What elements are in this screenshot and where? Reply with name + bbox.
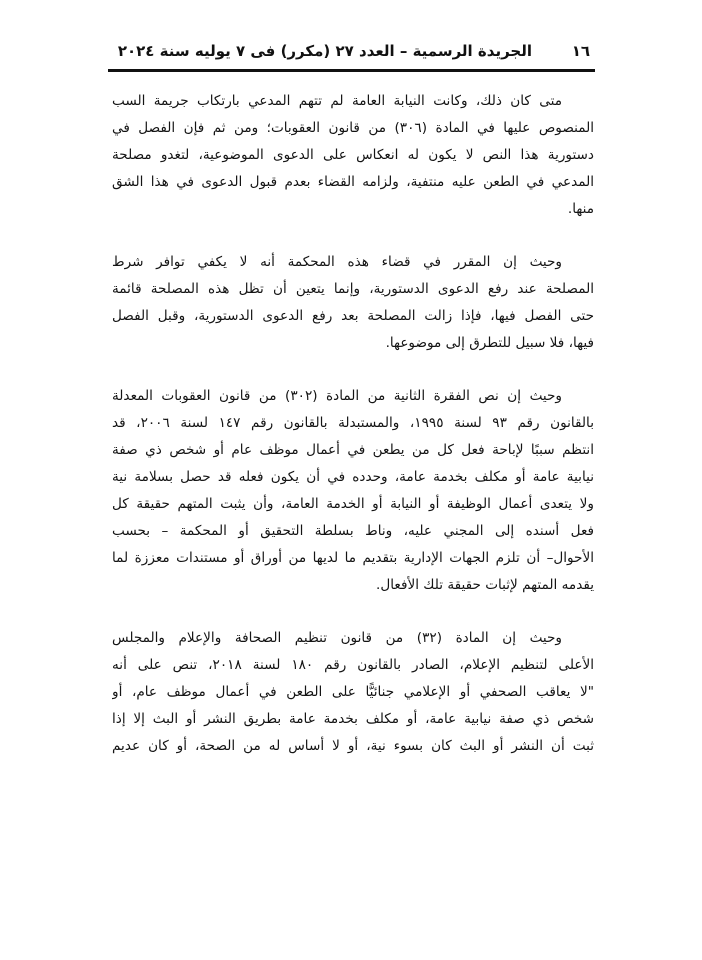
text-line: المصلحة عند رفع الدعوى الدستورية، وإنما يتعين أن تظل هذه المصلحة قائمة <box>112 281 594 297</box>
page-header <box>108 34 594 70</box>
paragraph <box>112 383 594 599</box>
text-line: حتى الفصل فيها، فإذا زالت المصلحة بعد رفع الدعوى الدستورية، وقبل الفصل <box>112 308 594 324</box>
text-line: نيابية عامة أو مكلف بخدمة عامة، وحدده في أن يكون فعله قد حصل بسلامة نية <box>112 469 594 485</box>
paragraph <box>112 88 594 223</box>
text-line: المدعي في الطعن عليه منتفية، ولزامه القضاء بعدم قبول الدعوى في هذا الشق <box>112 174 594 190</box>
paragraph <box>112 625 594 760</box>
text-line: يقدمه المتهم لإثبات حقيقة تلك الأفعال. <box>376 577 594 593</box>
text-line: شخص ذي صفة نيابية عامة، أو مكلف بخدمة عامة بطريق النشر أو البث إلا إذا <box>112 711 594 727</box>
page-number: ١٦ <box>571 42 590 60</box>
text-line: منها. <box>567 201 594 217</box>
text-line: دستورية هذا النص لا يكون له انعكاس على الدعوى الموضوعية، لتغدو مصلحة <box>112 147 594 163</box>
text-line: ولا يتعدى أعمال الوظيفة أو النيابة أو الخدمة العامة، وأن يثبت المتهم حقيقة كل <box>112 496 594 512</box>
text-line: الأعلى لتنظيم الإعلام، الصادر بالقانون رقم ١٨٠ لسنة ٢٠١٨، تنص على أنه <box>112 657 594 673</box>
paragraph <box>112 249 594 357</box>
text-line: بالقانون رقم ٩٣ لسنة ١٩٩٥، والمستبدلة بالقانون رقم ١٤٧ لسنة ٢٠٠٦، قد <box>112 415 594 431</box>
document-body <box>112 88 594 786</box>
text-line: وحيث إن المادة (٣٢) من قانون تنظيم الصحافة والإعلام والمجلس <box>112 630 562 646</box>
text-line: المنصوص عليها في المادة (٣٠٦) من قانون العقوبات؛ ومن ثم فإن الفصل في <box>112 120 594 136</box>
text-line: متى كان ذلك، وكانت النيابة العامة لم تتهم المدعي بارتكاب جريمة السب <box>112 93 562 109</box>
text-line: فيها، فلا سبيل للتطرق إلى موضوعها. <box>385 335 594 351</box>
text-line: الأحوال– أن تلزم الجهات الإدارية بتقديم ما لديها من أوراق أو مستندات معززة لما <box>112 550 594 566</box>
header-rule <box>108 69 595 72</box>
text-line: انتظم سببًا لإباحة فعل كل من يطعن في أعمال موظف عام أو شخص ذي صفة <box>112 442 594 458</box>
gazette-header-title: الجريدة الرسمية – العدد ٢٧ (مكرر) فى ٧ يوليه سنة ٢٠٢٤ <box>117 42 532 60</box>
text-line: ثبت أن النشر أو البث كان بسوء نية، أو لا أساس له من الصحة، أو كان عديم <box>112 738 594 754</box>
text-line: فعل أسنده إلى المجني عليه، وناط بسلطة التحقيق أو المحكمة – بحسب <box>112 523 594 539</box>
text-line: وحيث إن المقرر في قضاء هذه المحكمة أنه لا يكفي توافر شرط <box>112 254 562 270</box>
text-line: "لا يعاقب الصحفي أو الإعلامي جنائيًّا على الطعن في أعمال موظف عام، أو <box>112 684 594 700</box>
text-line: وحيث إن نص الفقرة الثانية من المادة (٣٠٢) من قانون العقوبات المعدلة <box>112 388 562 404</box>
